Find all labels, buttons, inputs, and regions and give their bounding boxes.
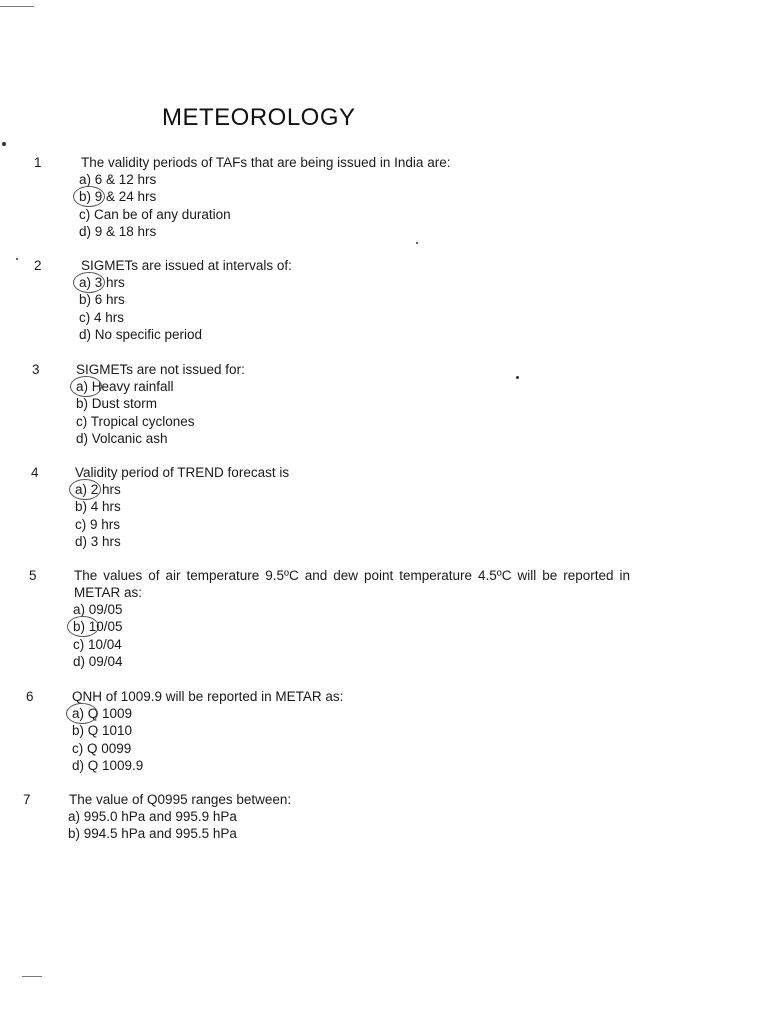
option-list: [68, 808, 237, 843]
option-b: [73, 618, 123, 635]
page-title: METEOROLOGY: [162, 104, 356, 131]
option-b: b) Q 1010: [72, 723, 133, 739]
question-text: The validity periods of TAFs that are being issued in India are:: [81, 155, 451, 170]
option-d: d) Q 1009.9: [72, 757, 144, 773]
option-c: c) 4 hrs: [79, 309, 125, 325]
scan-speck: [16, 258, 18, 260]
question-text: SIGMETs are not issued for:: [76, 362, 245, 377]
option-b: b) 4 hrs: [75, 499, 121, 515]
option-a: [76, 378, 195, 395]
option-a-text: a) Heavy rainfall: [76, 379, 174, 394]
question-text: The value of Q0995 ranges between:: [69, 792, 292, 807]
option-c: c) Tropical cyclones: [76, 413, 195, 429]
option-b-text: b) 10/05: [73, 619, 123, 635]
question-text: Validity period of TREND forecast is: [75, 465, 290, 480]
question-text: QNH of 1009.9 will be reported in METAR as:: [72, 689, 344, 704]
option-d: d) No specific period: [79, 326, 203, 342]
option-a: [75, 481, 121, 498]
option-list: [76, 378, 195, 447]
scan-artifact: [0, 6, 34, 7]
question-text: The values of air temperature 9.5ºC and dew point temperature 4.5ºC will be reported in METAR as:: [74, 568, 630, 600]
option-a: [79, 274, 202, 291]
question-number: 5: [29, 568, 37, 583]
option-a: a) 995.0 hPa and 995.9 hPa: [68, 809, 237, 824]
scan-artifact: [22, 976, 42, 977]
option-d: d) 09/04: [73, 653, 123, 669]
option-c: c) Can be of any duration: [79, 206, 231, 222]
question-number: 7: [23, 792, 31, 807]
option-d: d) 9 & 18 hrs: [79, 223, 157, 239]
scan-speck: [2, 142, 6, 146]
question-number: 4: [31, 465, 39, 480]
option-b: b) 994.5 hPa and 995.5 hPa: [68, 826, 237, 842]
option-list: [73, 601, 123, 670]
option-a-text: a) 3 hrs: [79, 275, 125, 290]
question-number: 1: [34, 155, 42, 170]
question-number: 2: [34, 258, 42, 273]
option-b: b) Dust storm: [76, 396, 158, 412]
scan-speck: [516, 376, 519, 379]
scan-speck: [416, 242, 418, 244]
option-a-text: a) 2 hrs: [75, 482, 121, 497]
question-text: SIGMETs are issued at intervals of:: [81, 258, 292, 273]
option-a: [72, 705, 143, 722]
question-number: 6: [26, 689, 34, 704]
option-a: a) 6 & 12 hrs: [79, 172, 157, 187]
option-c: c) Q 0099: [72, 740, 132, 756]
option-a: a) 09/05: [73, 602, 123, 617]
option-list: [79, 274, 202, 343]
option-d: d) Volcanic ash: [76, 430, 168, 446]
option-a-text: a) Q 1009: [72, 706, 133, 721]
option-d: d) 3 hrs: [75, 533, 121, 549]
option-c: c) 9 hrs: [75, 516, 121, 532]
option-b: b) 6 hrs: [79, 292, 125, 308]
option-b: [79, 188, 231, 205]
option-list: [72, 705, 143, 774]
question-number: 3: [32, 362, 40, 377]
option-list: [75, 481, 121, 550]
option-c: c) 10/04: [73, 636, 122, 652]
option-b-text: b) 9 & 24 hrs: [79, 189, 157, 205]
option-list: [79, 171, 231, 240]
